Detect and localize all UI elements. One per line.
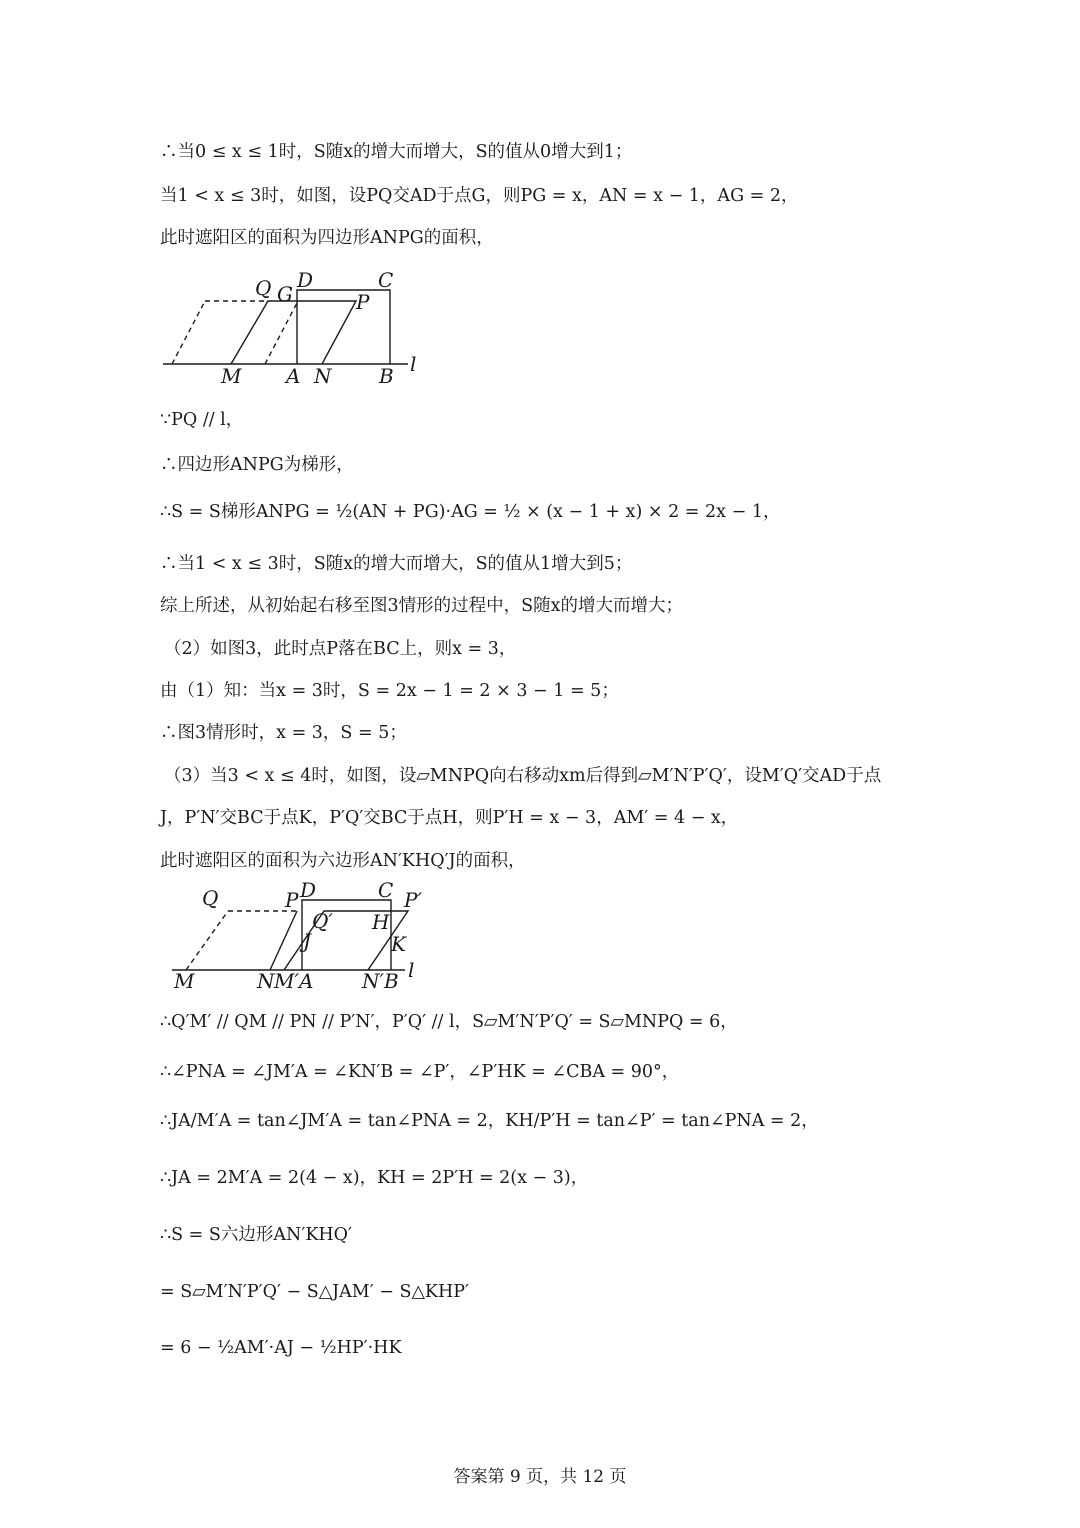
text-line-19: ∴S = S六边形AN′KHQ′ (160, 1225, 352, 1245)
label-P: P (356, 290, 370, 314)
label-P: P (285, 888, 299, 912)
dashed-edge-left (172, 301, 205, 364)
label-J: J (303, 929, 312, 953)
label-Q: Q (202, 886, 219, 910)
label-N: N (314, 364, 332, 388)
label-G: G (277, 282, 293, 306)
label-P-prime: P′ (404, 888, 422, 912)
label-B: B (379, 364, 394, 388)
label-C: C (378, 878, 394, 902)
label-Q: Q (255, 276, 272, 300)
figure-2-diagram (165, 878, 435, 996)
text-line-16: ∴∠PNA = ∠JM′A = ∠KN′B = ∠P′，∠P′HK = ∠CBA = 90°， (160, 1062, 680, 1082)
text-line-20: = S▱M′N′P′Q′ − S△JAM′ − S△KHP′ (160, 1282, 470, 1302)
label-Q-prime: Q′ (312, 909, 333, 933)
text-line-9: （2）如图3，此时点P落在BC上，则x = 3， (164, 639, 517, 659)
edge-PN (270, 911, 297, 970)
label-M: M (221, 364, 242, 388)
text-line-10: 由（1）知：当x = 3时，S = 2x − 1 = 2 × 3 − 1 = 5； (160, 681, 619, 701)
text-line-17: ∴JA/M′A = tan∠JM′A = tan∠PNA = 2，KH/P′H = tan∠P′ = tan∠PNA = 2， (160, 1111, 819, 1131)
text-line-11: ∴图3情形时，x = 3，S = 5； (160, 723, 407, 743)
label-D: D (297, 268, 314, 292)
text-line-3: 此时遮阳区的面积为四边形ANPG的面积， (160, 228, 494, 248)
label-N: N (257, 969, 275, 993)
label-A: A (286, 364, 301, 388)
text-line-21: = 6 − ½AM′·AJ − ½HP′·HK (160, 1338, 402, 1358)
text-line-15: ∴Q′M′ // QM // PN // P′N′，P′Q′ // l，S▱M′N′P′Q′ = S▱MNPQ = 6， (160, 1012, 738, 1032)
page-footer: 答案第 9 页，共 12 页 (453, 1467, 627, 1487)
label-D: D (300, 878, 317, 902)
label-N-prime-B: N′B (362, 969, 399, 993)
label-l: l (410, 352, 417, 376)
text-line-4: ∵PQ // l， (160, 410, 244, 430)
text-line-12: （3）当3 < x ≤ 4时，如图，设▱MNPQ向右移动xm后得到▱M′N′P′Q′，设M′Q′交AD于点 (164, 766, 882, 786)
text-line-8: 综上所述，从初始起右移至图3情形的过程中，S随x的增大而增大； (160, 596, 683, 616)
dashed-edge-QM (186, 911, 228, 970)
label-K: K (391, 932, 406, 956)
text-line-6: ∴S = S梯形ANPG = ½(AN + PG)·AG = ½ × (x − 1 + x) × 2 = 2x − 1， (160, 502, 781, 522)
text-line-7: ∴当1 < x ≤ 3时，S随x的增大而增大，S的值从1增大到5； (160, 554, 633, 574)
text-line-18: ∴JA = 2M′A = 2(4 − x)，KH = 2P′H = 2(x − 3)， (160, 1168, 589, 1188)
text-line-13: J，P′N′交BC于点K，P′Q′交BC于点H，则P′H = x − 3，AM′ = 4 − x， (160, 808, 739, 828)
figure-1-diagram (155, 264, 435, 388)
label-M: M (174, 969, 195, 993)
text-line-14: 此时遮阳区的面积为六边形AN′KHQ′J的面积， (160, 851, 526, 871)
label-l: l (408, 958, 415, 982)
text-line-1: ∴当0 ≤ x ≤ 1时，S随x的增大而增大，S的值从0增大到1； (160, 142, 633, 162)
label-M-prime-A: M′A (274, 969, 314, 993)
label-C: C (378, 268, 394, 292)
dashed-edge-right (265, 301, 298, 364)
label-H: H (372, 910, 390, 934)
parallelogram-MNPQ (231, 301, 356, 364)
text-line-2: 当1 < x ≤ 3时，如图，设PQ交AD于点G，则PG = x，AN = x − 1，AG = 2， (160, 186, 799, 206)
text-line-5: ∴四边形ANPG为梯形， (160, 455, 354, 475)
